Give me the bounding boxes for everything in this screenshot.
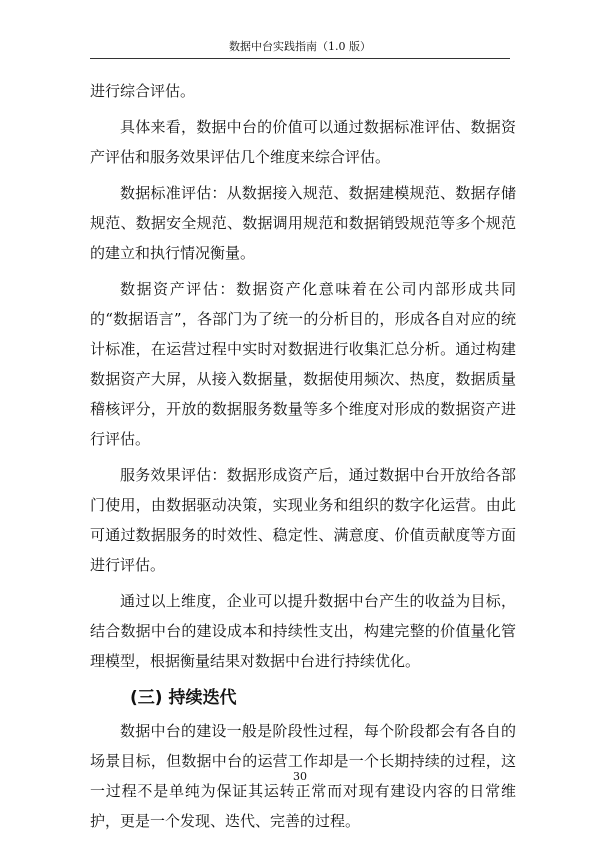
paragraph-continuous-iteration: 数据中台的建设一般是阶段性过程，每个阶段都会有各自的场景目标，但数据中台的运营工作却是一个长期持续的过程，这一过程不是单纯为保证其运转正常而对现有建设内容的日常维护，更是一个发现、迭代、完善的过程。 — [90, 722, 516, 830]
paragraph-continuation: 进行综合评估。 — [90, 82, 196, 100]
header-title: 数据中台实践指南（1.0 版） — [229, 40, 371, 53]
paragraph-value-dimensions: 具体来看，数据中台的价值可以通过数据标准评估、数据资产评估和服务效果评估几个维度来综合评估。 — [90, 118, 516, 166]
running-header — [90, 38, 510, 59]
paragraph-optimization: 通过以上维度，企业可以提升数据中台产生的收益为目标，结合数据中台的建设成本和持续性支出，构建完整的价值量化管理模型，根据衡量结果对数据中台进行持续优化。 — [90, 592, 516, 670]
page-number: 30 — [293, 770, 307, 783]
paragraph-service-evaluation: 服务效果评估：数据形成资产后，通过数据中台开放给各部门使用，由数据驱动决策，实现业务和组织的数字化运营。由此可通过数据服务的时效性、稳定性、满意度、价值贡献度等方面进行评估。 — [90, 466, 516, 574]
paragraph-asset-evaluation: 数据资产评估：数据资产化意味着在公司内部形成共同的“数据语言”，各部门为了统一的分析目的，形成各自对应的统计标准，在运营过程中实时对数据进行收集汇总分析。通过构建数据资产大屏，从接入数据量，数据使用频次、热度，数据质量稽核评分，开放的数据服务数量等多个维度对形成的数据资产进行评估。 — [90, 280, 516, 448]
paragraph-standard-evaluation: 数据标准评估：从数据接入规范、数据建模规范、数据存储规范、数据安全规范、数据调用规范和数据销毁规范等多个规范的建立和执行情况衡量。 — [90, 184, 516, 262]
page-body — [90, 76, 516, 842]
section-heading: (三) 持续迭代 — [130, 688, 237, 708]
